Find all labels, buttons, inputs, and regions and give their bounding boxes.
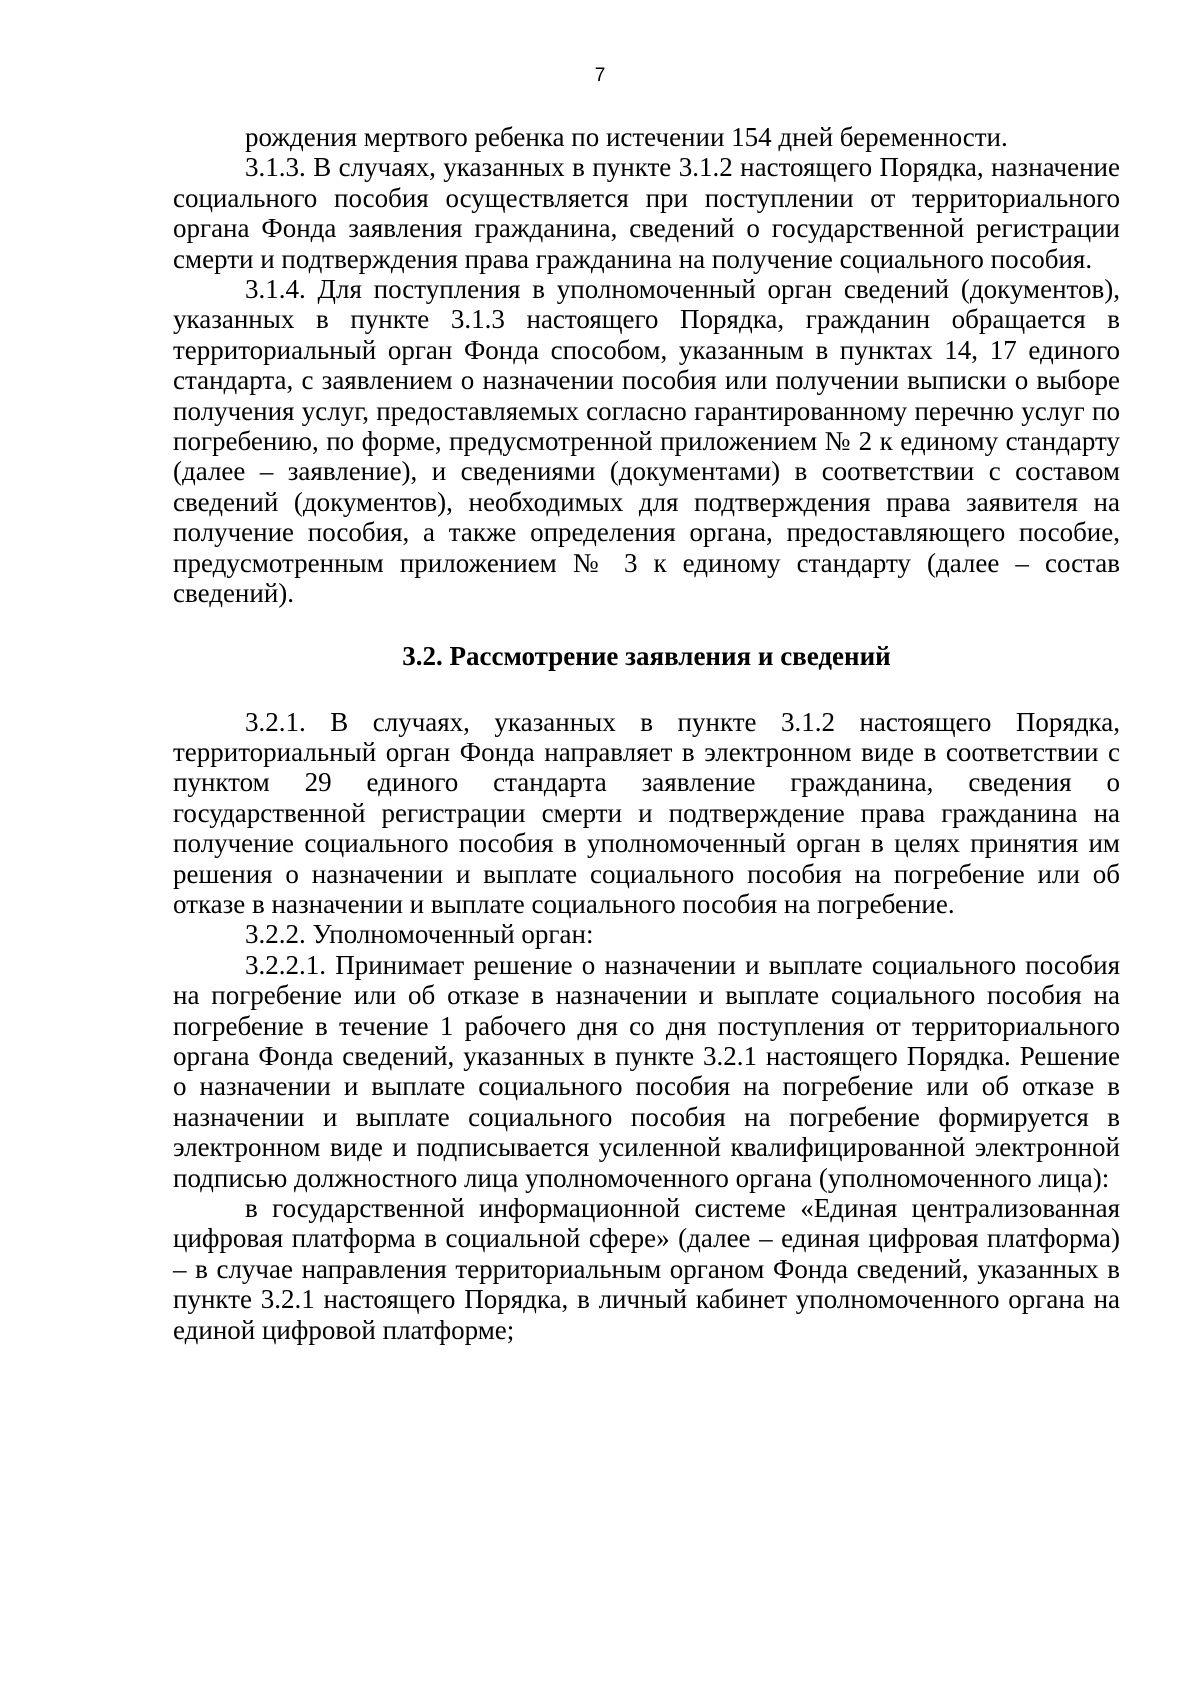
page-number: 7: [594, 65, 606, 86]
paragraph-3-1-3: 3.1.3. В случаях, указанных в пункте 3.1.2 настоящего Порядка, назначение социального пособия осуществляется при поступлении от территориального органа Фонда заявления гражданина, сведений о государственной регистрации смерти и подтверждения права гражданина на получение социального пособия.: [173, 152, 1120, 274]
paragraph-3-2-2-1: 3.2.2.1. Принимает решение о назначении и выплате социального пособия на погребение или об отказе в назначении и выплате социального пособия на погребение в течение 1 рабочего дня со дня поступления от территориального органа Фонда сведений, указанных в пункте 3.2.1 настоящего Порядка. Решение о назначении и выплате социального пособия на погребение или об отказе в назначении и выплате социального пособия на погребение формируется в электронном виде и подписывается усиленной квалифицированной электронной подписью должностного лица уполномоченного органа (уполномоченного лица):: [173, 949, 1120, 1193]
paragraph-continuation: рождения мертвого ребенка по истечении 154 дней беременности.: [245, 122, 1008, 152]
paragraph-3-2-2: 3.2.2. Уполномоченный орган:: [245, 919, 594, 950]
paragraph-3-2-1: 3.2.1. В случаях, указанных в пункте 3.1.2 настоящего Порядка, территориальный орган Фонда направляет в электронном виде в соответствии с пунктом 29 единого стандарта заявление гражданина, сведения о государственной регистрации смерти и подтверждение права гражданина на получение социального пособия в уполномоченный орган в целях принятия им решения о назначении и выплате социального пособия на погребение или об отказе в назначении и выплате социального пособия на погребение.: [173, 706, 1120, 919]
section-heading: 3.2. Рассмотрение заявления и сведений: [402, 640, 891, 671]
paragraph-information-system: в государственной информационной системе «Единая централизованная цифровая платформа в социальной сфере» (далее – единая цифровая платформа) – в случае направления территориальным органом Фонда сведений, указанных в пункте 3.2.1 настоящего Порядка, в личный кабинет уполномоченного органа на единой цифровой платформе;: [173, 1193, 1120, 1345]
document-body: [173, 122, 1120, 1345]
paragraph-3-1-4: 3.1.4. Для поступления в уполномоченный орган сведений (документов), указанных в пункте 3.1.3 настоящего Порядка, гражданин обращается в территориальный орган Фонда способом, указанным в пунктах 14, 17 единого стандарта, с заявлением о назначении пособия или получении выписки о выборе получения услуг, предоставляемых согласно гарантированному перечню услуг по погребению, по форме, предусмотренной приложением № 2 к единому стандарту (далее – заявление), и сведениями (документами) в соответствии с составом сведений (документов), необходимых для подтверждения права заявителя на получение пособия, а также определения органа, предоставляющего пособие, предусмотренным приложением № 3 к единому стандарту (далее – состав сведений).: [173, 274, 1120, 609]
